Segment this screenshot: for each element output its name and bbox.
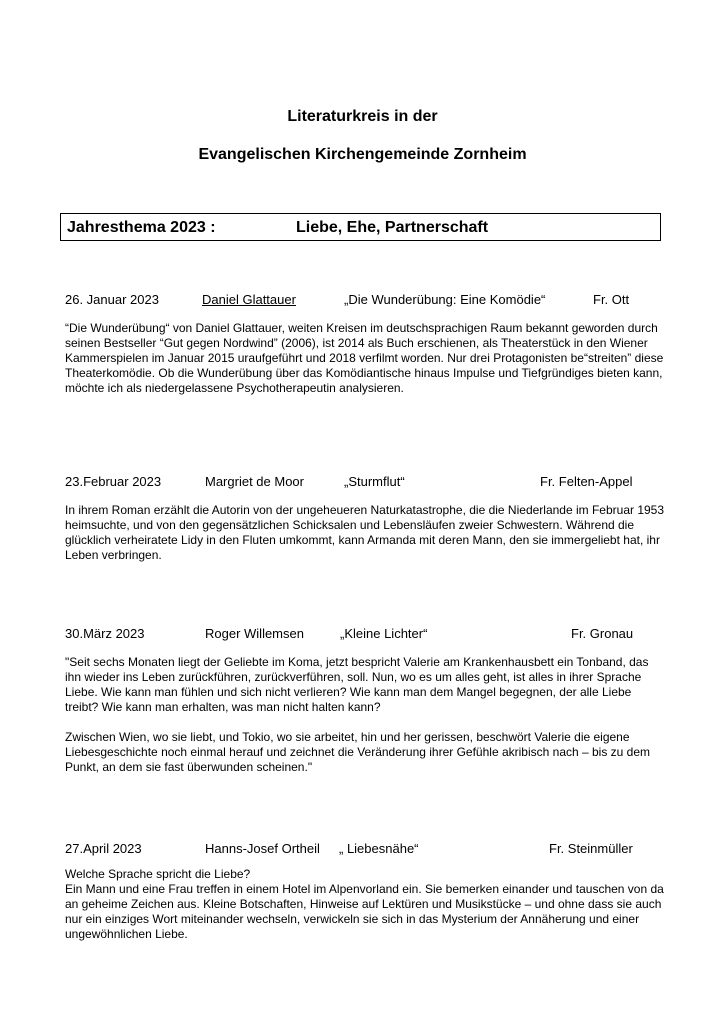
event-paragraph: Zwischen Wien, wo sie liebt, und Tokio, wo sie arbeitet, hin und her gerissen, beschwört Valerie die eigene Liebesgeschichte noch einmal herauf und zeichnet die Veränderung ihrer Gefühle akribisch nach – bis zu dem Punkt, an dem sie fast überwunden scheinen." (65, 730, 651, 774)
event-description (65, 321, 665, 396)
event-question: Welche Sprache spricht die Liebe? (65, 867, 251, 881)
event-presenter: Fr. Ott (593, 292, 630, 307)
theme-label: Jahresthema 2023 : (67, 219, 216, 236)
event-date: 27.April 2023 (65, 841, 142, 856)
event-paragraph: In ihrem Roman erzählt die Autorin von der ungeheueren Naturkatastrophe, die die Niederlande im Februar 1953 heimsuchte, und von den gegensätzlichen Schicksalen und Lebensläufen zweier Schwestern. Während die glücklich verheiratete Lidy in den Fluten umkommt, kann Armanda mit deren Mann, den sie immergeliebt hat, ihr Leben verbringen. (65, 503, 665, 562)
event-book-title: „Kleine Lichter“ (340, 626, 428, 641)
theme-value: Liebe, Ehe, Partnerschaft (296, 219, 489, 236)
event-date: 26. Januar 2023 (65, 292, 159, 307)
event-book-title: „ Liebesnähe“ (339, 841, 419, 856)
event-book-title: „Sturmflut“ (344, 474, 405, 489)
event-meta (65, 474, 665, 492)
event-description (65, 867, 665, 942)
event-presenter: Fr. Steinmüller (549, 841, 633, 856)
event-author: Roger Willemsen (205, 626, 304, 641)
event-date: 30.März 2023 (65, 626, 145, 641)
event-date: 23.Februar 2023 (65, 474, 162, 489)
event-meta (65, 841, 665, 859)
event-entry (65, 292, 665, 396)
event-entry (65, 474, 665, 563)
event-author: Hanns-Josef Ortheil (205, 841, 320, 856)
event-entry (65, 626, 665, 775)
event-description (65, 655, 665, 775)
event-entry (65, 841, 665, 942)
event-presenter: Fr. Gronau (571, 626, 634, 641)
event-meta (65, 626, 665, 644)
event-description (65, 503, 665, 563)
event-author: Margriet de Moor (205, 474, 304, 489)
header-line-1: Literaturkreis in der (287, 108, 438, 125)
event-paragraph: “Die Wunderübung“ von Daniel Glattauer, weiten Kreisen im deutschsprachigen Raum bekannt geworden durch seinen Bestseller “Gut gegen Nordwind” (2006), ist 2014 als Buch erschienen, als Theaterstück in den Wiener Kammerspielen im Januar 2015 uraufgeführt und 2018 verfilmt worden. Nur drei Protagonisten be“streiten” diese Theaterkomödie. Ob die Wunderübung über das Komödiantische hinaus Impulse und Tiefgründiges bieten kann, möchte ich als niedergelassene Psychotherapeutin analysieren. (65, 321, 664, 395)
event-paragraph: Ein Mann und eine Frau treffen in einem Hotel im Alpenvorland ein. Sie bemerken einander und tauschen von da an geheime Zeichen aus. Kleine Botschaften, Hinweise auf Lektüren und Musikstücke – und ohne dass sie auch nur ein einziges Wort miteinander wechseln, verwickeln sie sich in das Mysterium der Annäherung und einer ungewöhnlichen Liebe. (65, 882, 664, 941)
event-meta (65, 292, 665, 310)
header-line-2: Evangelischen Kirchengemeinde Zornheim (198, 146, 527, 163)
event-author: Daniel Glattauer (202, 292, 296, 307)
event-paragraph: "Seit sechs Monaten liegt der Geliebte im Koma, jetzt bespricht Valerie am Krankenhausbett ein Tonband, das ihn wieder ins Leben zurückführen, zurückverführen, soll. Nun, wo es um alles geht, ist alles in ihrer Sprache Liebe. Wie kann man fühlen und sich nicht verlieren? Wie kann man dem Mangel begegnen, der alle Liebe treibt? Wie kann man erhalten, was man nicht halten kann? (65, 655, 649, 714)
theme-box (60, 213, 661, 241)
event-book-title: „Die Wunderübung: Eine Komödie“ (344, 292, 546, 307)
event-presenter: Fr. Felten-Appel (540, 474, 633, 489)
